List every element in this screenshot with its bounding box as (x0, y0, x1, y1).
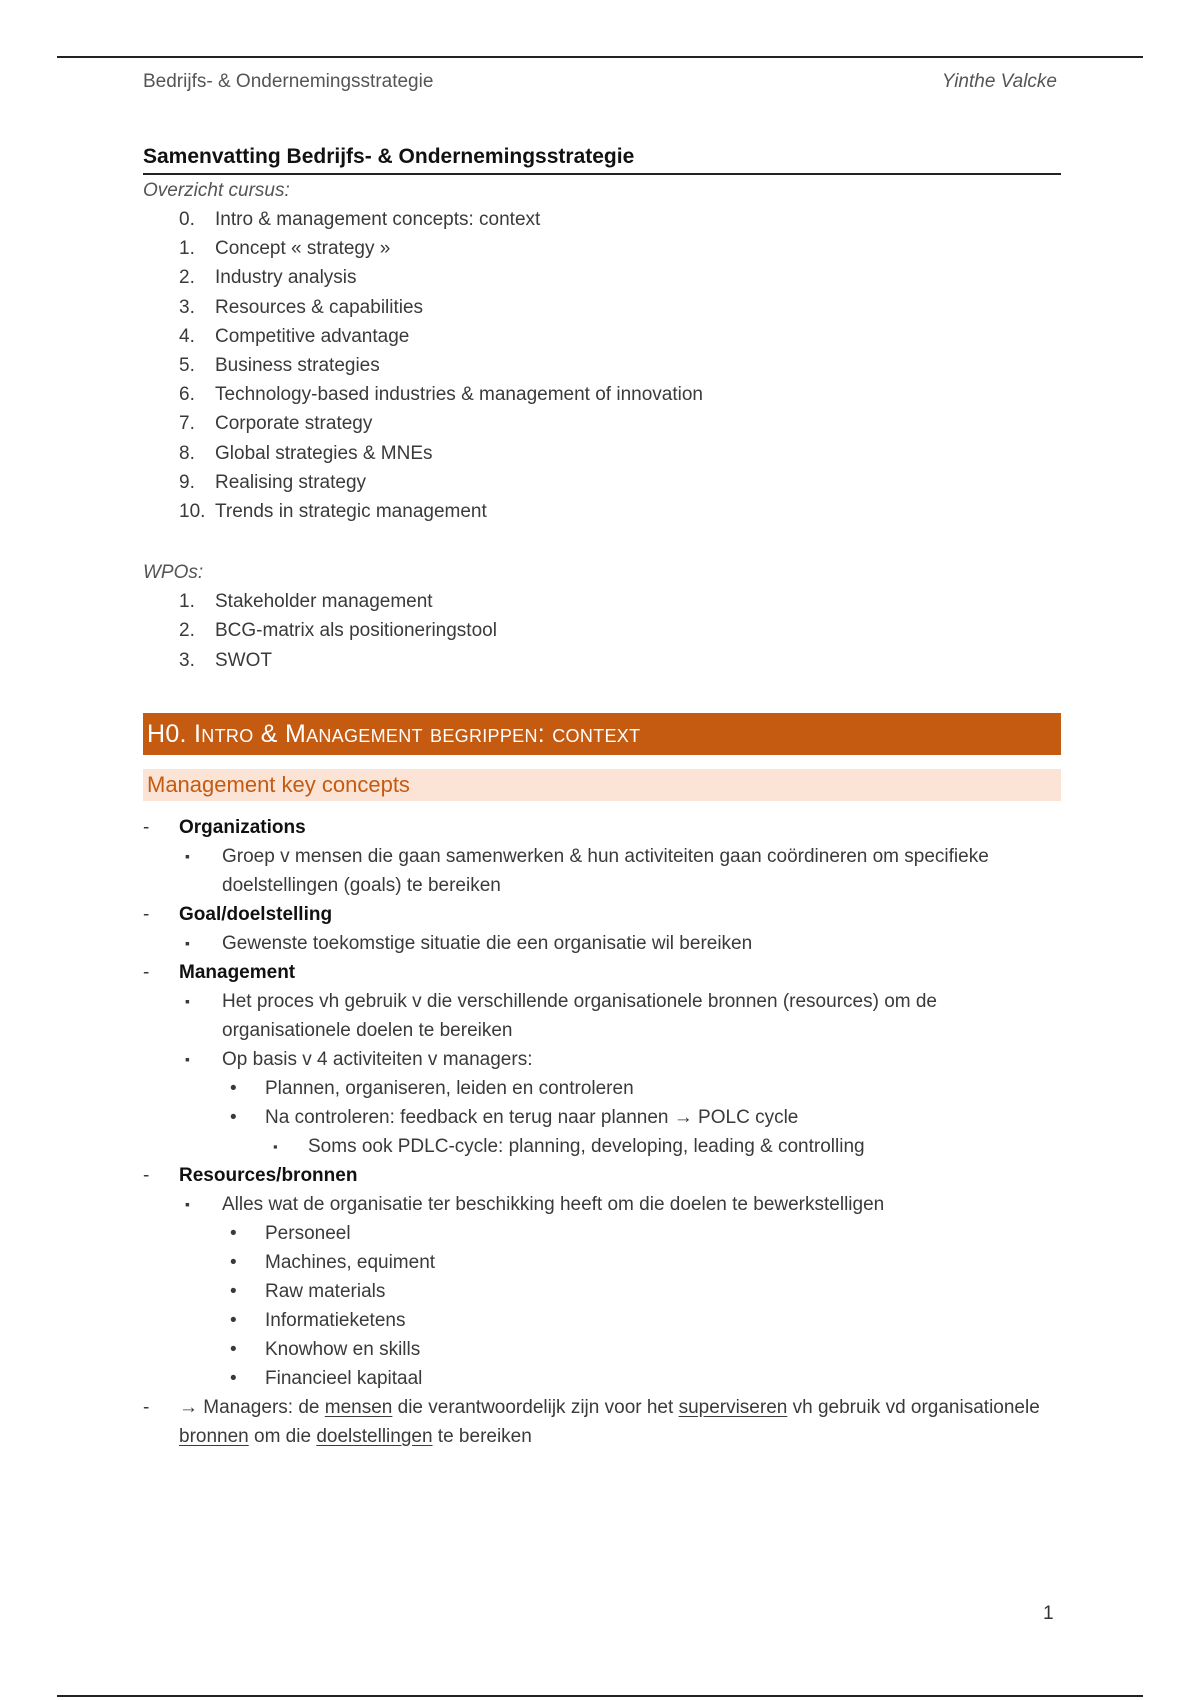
document-title: Samenvatting Bedrijfs- & Ondernemingsstrategie (143, 143, 1061, 175)
dot-bullet-icon: • (230, 1077, 237, 1099)
list-item (143, 929, 1061, 958)
list-number: 5. (179, 355, 195, 377)
list-item (143, 587, 1061, 616)
dash-marker: - (143, 816, 150, 838)
list-item (143, 987, 1061, 1045)
list-item (143, 322, 1061, 351)
list-item (143, 497, 1061, 526)
resource-item: Informatieketens (265, 1309, 406, 1331)
concept-description: Gewenste toekomstige situatie die een organisatie wil bereiken (222, 932, 753, 954)
page-content (143, 143, 1061, 1451)
list-text: Resources & capabilities (215, 296, 424, 318)
list-text: Global strategies & MNEs (215, 442, 433, 464)
dot-bullet-icon: • (230, 1106, 237, 1128)
concepts-list (143, 813, 1061, 1451)
arrow-right-icon: → (179, 1396, 198, 1418)
concept-organizations (143, 813, 1061, 842)
list-text: BCG-matrix als positioneringstool (215, 620, 497, 642)
list-item (143, 842, 1061, 900)
concept-sub-item: Na controleren: feedback en terug naar plannen → POLC cycle (265, 1106, 799, 1128)
dot-bullet-icon: • (230, 1251, 237, 1273)
resource-item: Machines, equiment (265, 1251, 436, 1273)
header-author: Yinthe Valcke (941, 71, 1057, 92)
dot-bullet-icon: • (230, 1367, 237, 1389)
resource-item: Personeel (265, 1222, 351, 1244)
footer-rule (57, 1695, 1143, 1697)
list-number: 8. (179, 442, 195, 464)
wpos-label: WPOs: (143, 562, 204, 584)
list-item (143, 1364, 1061, 1393)
concept-term: Management (179, 961, 296, 983)
dot-bullet-icon: • (230, 1338, 237, 1360)
dot-bullet-icon: • (230, 1309, 237, 1331)
managers-conclusion (143, 1393, 1061, 1451)
concept-management (143, 958, 1061, 987)
list-text: Technology-based industries & management of innovation (215, 384, 703, 406)
conclusion-text: Managers: de (198, 1396, 325, 1418)
list-number: 7. (179, 413, 195, 435)
dot-bullet-icon: • (230, 1280, 237, 1302)
list-item (143, 1045, 1061, 1074)
list-text: Realising strategy (215, 471, 367, 493)
square-bullet-icon: ▪ (185, 1195, 190, 1212)
course-overview-list (143, 205, 1061, 526)
wpos-list (143, 587, 1061, 675)
resource-item: Financieel kapitaal (265, 1367, 423, 1389)
list-number: 1. (179, 591, 195, 613)
list-text: Intro & management concepts: context (215, 209, 541, 230)
list-item (143, 409, 1061, 438)
concept-description: Alles wat de organisatie ter beschikking heeft om die doelen te bewerkstelligen (222, 1193, 885, 1215)
list-item (143, 468, 1061, 497)
underlined-term: mensen (324, 1396, 393, 1418)
list-item (143, 293, 1061, 322)
list-number: 3. (179, 296, 195, 318)
dot-bullet-icon: • (230, 1222, 237, 1244)
list-number: 6. (179, 384, 195, 406)
list-item (143, 1335, 1061, 1364)
square-bullet-icon: ▪ (185, 934, 190, 951)
underlined-term: bronnen (179, 1425, 249, 1447)
list-number: 4. (179, 325, 195, 347)
underlined-term: doelstellingen (316, 1425, 433, 1447)
list-number: 0. (179, 209, 195, 230)
underlined-term: superviseren (678, 1396, 788, 1418)
dash-marker: - (143, 1164, 150, 1186)
dash-marker: - (143, 1396, 150, 1418)
concept-goal (143, 900, 1061, 929)
concept-term: Organizations (179, 816, 306, 838)
overview-label: Overzicht cursus: (143, 180, 290, 201)
conclusion-text: te bereiken (432, 1425, 532, 1447)
list-text: Business strategies (215, 355, 380, 377)
list-item (143, 616, 1061, 645)
concept-term: Resources/bronnen (179, 1164, 358, 1186)
list-item (143, 1103, 1061, 1132)
list-item (143, 263, 1061, 292)
concept-note: Soms ook PDLC-cycle: planning, developing, leading & controlling (308, 1135, 865, 1157)
header-rule (57, 56, 1143, 58)
concept-sub-item: Plannen, organiseren, leiden en controleren (265, 1077, 634, 1099)
list-item (143, 380, 1061, 409)
dash-marker: - (143, 903, 150, 925)
list-item (143, 1219, 1061, 1248)
conclusion-text: die verantwoordelijk zijn voor het (392, 1396, 679, 1418)
small-bullet-icon: ▪ (273, 1138, 278, 1154)
list-item (143, 1074, 1061, 1103)
list-item (143, 1132, 1061, 1161)
dash-marker: - (143, 961, 150, 983)
list-number: 2. (179, 267, 195, 289)
concept-term: Goal/doelstelling (179, 903, 333, 925)
square-bullet-icon: ▪ (185, 992, 190, 1009)
square-bullet-icon: ▪ (185, 847, 190, 864)
concept-description: Het proces vh gebruik v die verschillende organisationele bronnen (resources) om de organisationele doelen te bereiken (222, 990, 937, 1041)
list-number: 2. (179, 620, 195, 642)
resource-item: Knowhow en skills (265, 1338, 421, 1360)
list-text: Concept « strategy » (215, 238, 391, 260)
list-number: 10. (179, 501, 206, 523)
square-bullet-icon: ▪ (185, 1050, 190, 1067)
list-item (143, 1277, 1061, 1306)
list-item (143, 439, 1061, 468)
resource-item: Raw materials (265, 1280, 386, 1302)
list-item (143, 1306, 1061, 1335)
list-text: SWOT (215, 649, 272, 671)
section-heading: Management key concepts (143, 769, 1061, 801)
list-text: Corporate strategy (215, 413, 373, 435)
list-item (143, 1190, 1061, 1219)
list-number: 9. (179, 471, 195, 493)
list-item (143, 205, 1061, 234)
concept-description: Groep v mensen die gaan samenwerken & hun activiteiten gaan coördineren om specifieke doelstellingen (goals) te bereiken (222, 845, 989, 896)
list-item (143, 351, 1061, 380)
concept-resources (143, 1161, 1061, 1190)
list-text: Competitive advantage (215, 325, 410, 347)
header-course-title: Bedrijfs- & Ondernemingsstrategie (143, 71, 434, 92)
concept-description: Op basis v 4 activiteiten v managers: (222, 1048, 533, 1070)
conclusion-text: vh gebruik vd organisationele (787, 1396, 1040, 1418)
conclusion-text: om die (248, 1425, 317, 1447)
list-text: Trends in strategic management (215, 501, 487, 523)
list-number: 3. (179, 649, 195, 671)
list-text: Industry analysis (215, 267, 357, 289)
list-item (143, 1248, 1061, 1277)
list-item (143, 234, 1061, 263)
list-number: 1. (179, 238, 195, 260)
page-number: 1 (1043, 1603, 1054, 1624)
list-item (143, 646, 1061, 675)
chapter-heading: H0. Intro & Management begrippen: context (143, 713, 1061, 755)
list-text: Stakeholder management (215, 591, 433, 613)
